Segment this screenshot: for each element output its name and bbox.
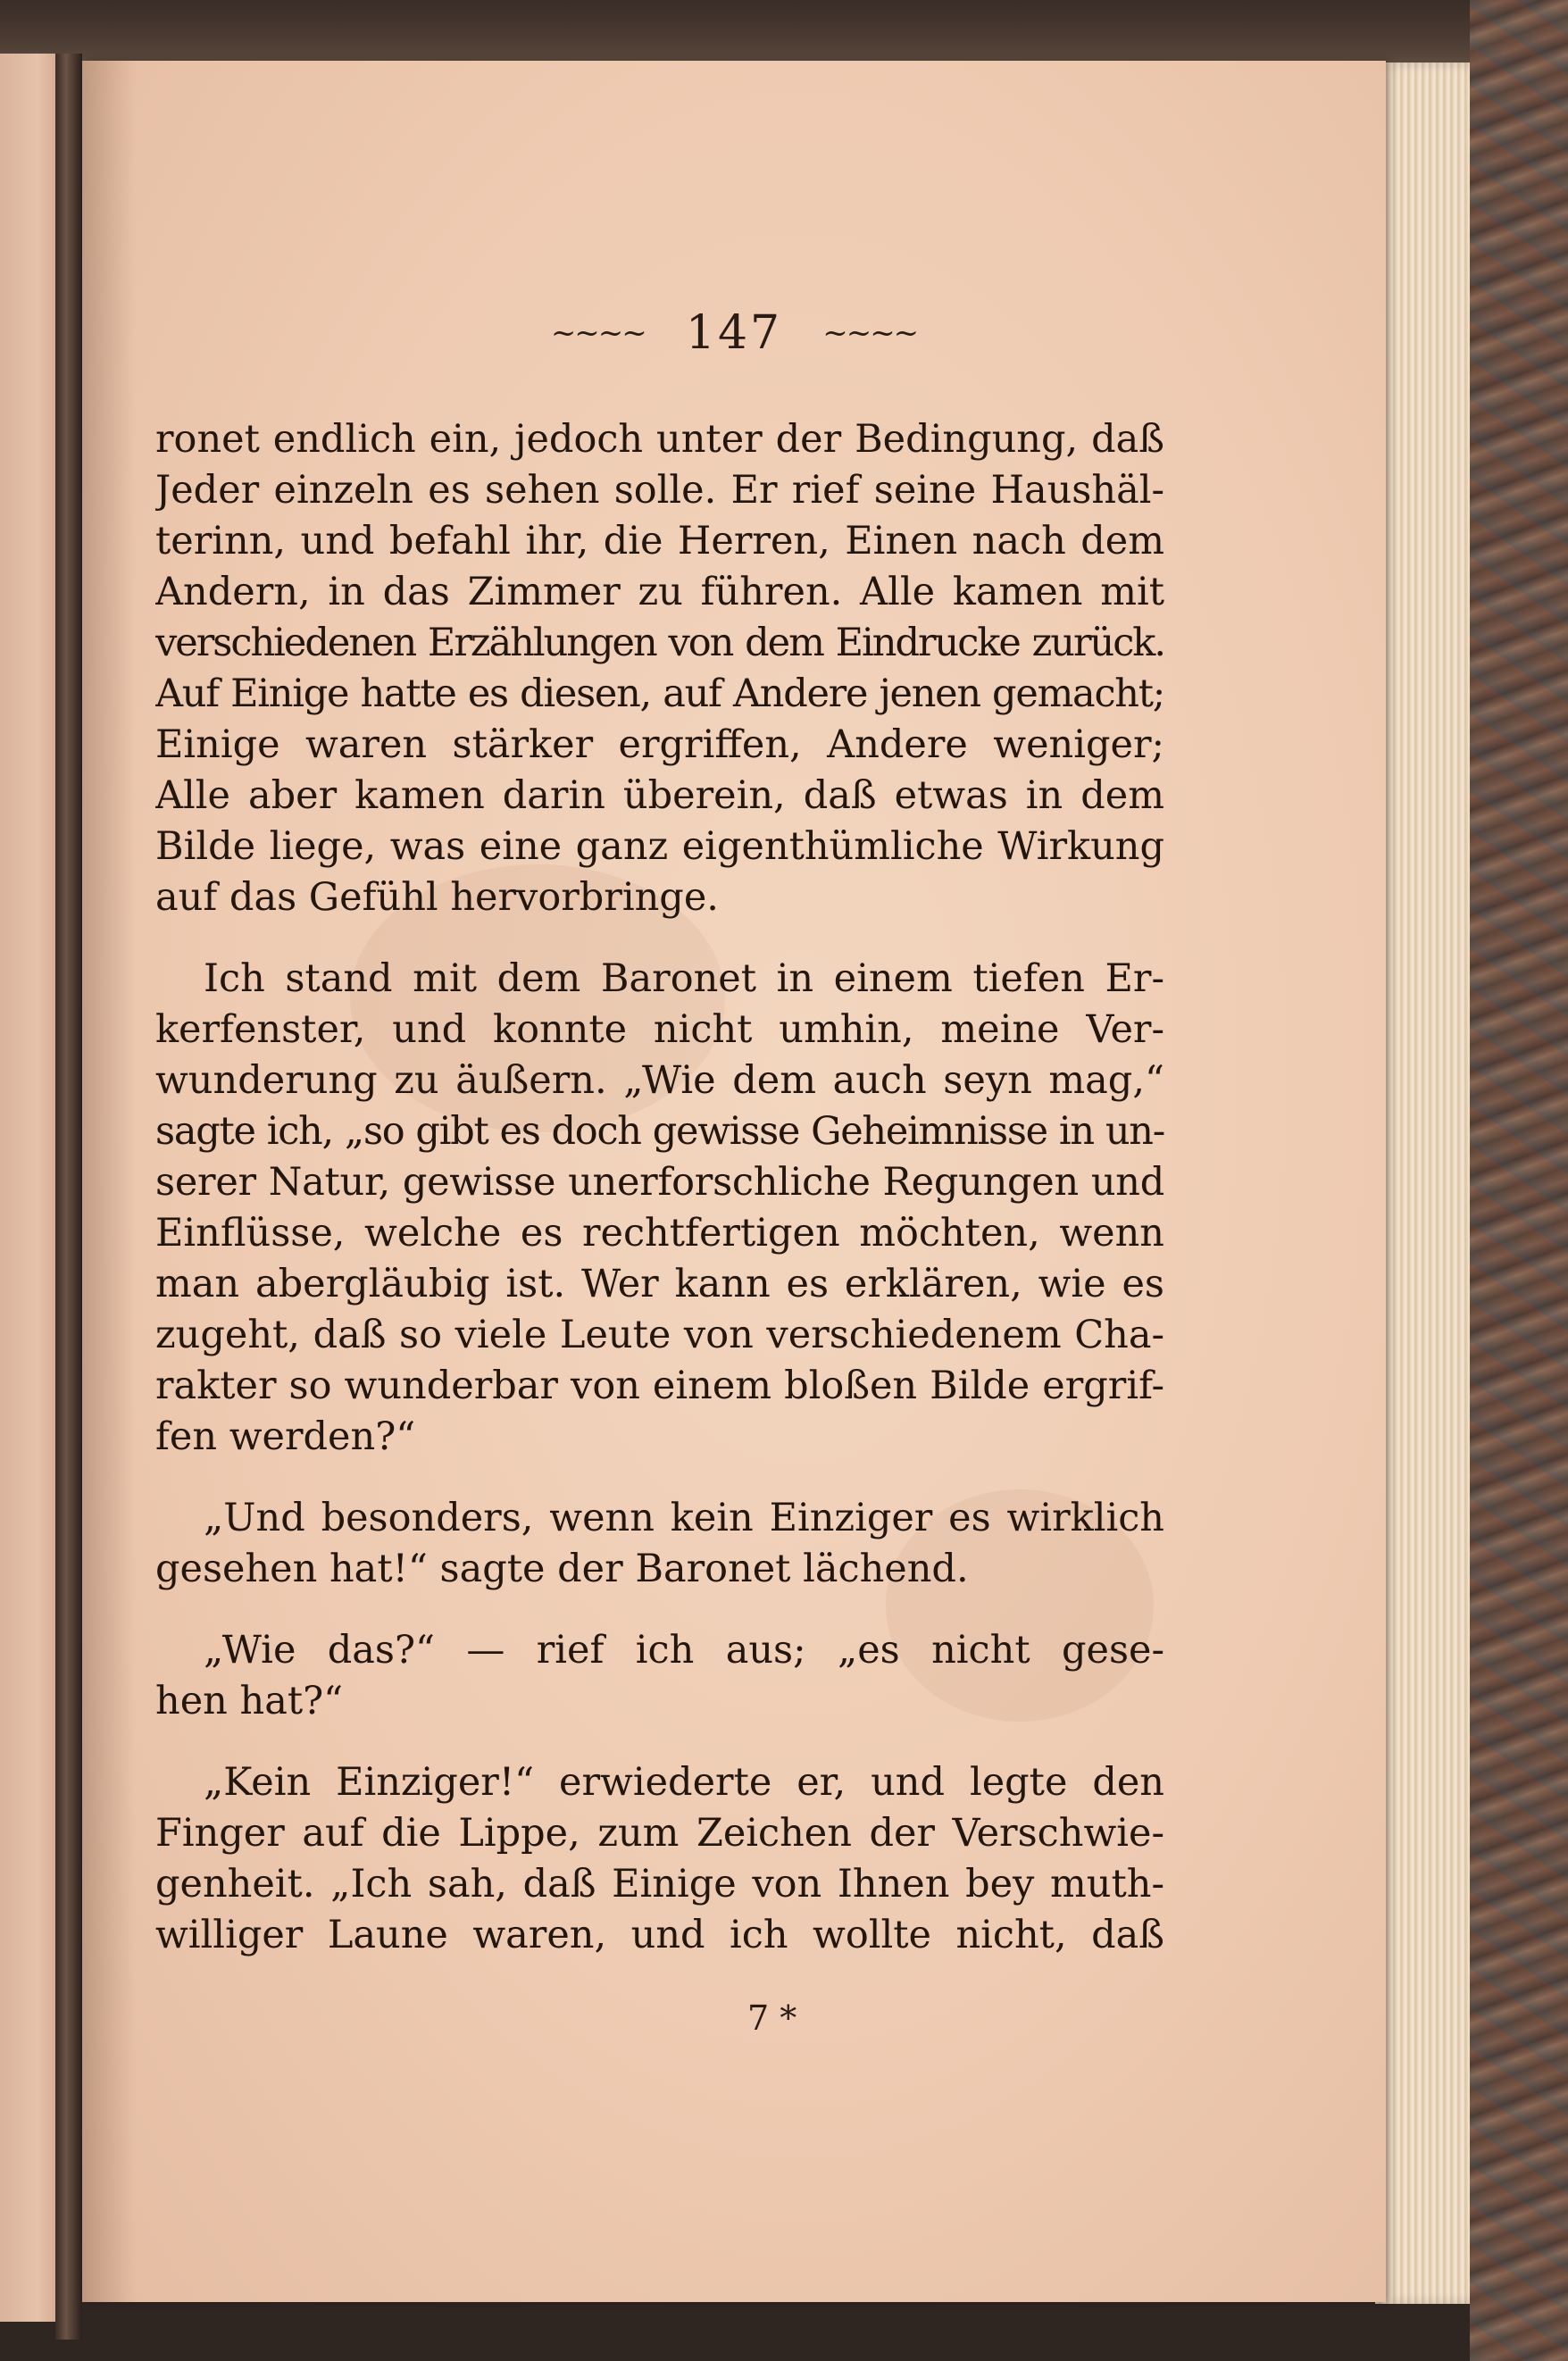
page-edges-stack xyxy=(1375,63,1473,2304)
text-line: Ich stand mit dem Baronet in einem tiefen Er- xyxy=(204,956,1164,1001)
text-line: kerfenster, und konnte nicht umhin, meine Ver- xyxy=(155,1007,1164,1052)
text-line: „Kein Einziger!“ erwiederte er, und legte den xyxy=(204,1760,1164,1805)
running-head xyxy=(82,306,1386,360)
paragraph-gap xyxy=(155,923,1164,954)
text-line: Jeder einzeln es sehen solle. Er rief seine Haushäl- xyxy=(155,468,1164,513)
book-binding-top xyxy=(0,0,1568,63)
text-line: Alle aber kamen darin überein, daß etwas in dem xyxy=(155,773,1164,818)
text-line: hen hat?“ xyxy=(155,1679,344,1723)
text-line: fen werden?“ xyxy=(155,1414,416,1459)
text-line: Auf Einige hatte es diesen, auf Andere jenen gemacht; xyxy=(155,672,1164,716)
text-line: auf das Gefühl hervorbringe. xyxy=(155,875,719,920)
right-ornament: ~~~~ xyxy=(822,315,918,351)
text-line: wunderung zu äußern. „Wie dem auch seyn mag,“ xyxy=(155,1058,1164,1103)
text-line: Finger auf die Lippe, zum Zeichen der Verschwie- xyxy=(155,1811,1164,1856)
paragraph-gap xyxy=(155,1595,1164,1625)
page-number: 147 xyxy=(685,306,783,360)
text-line: zugeht, daß so viele Leute von verschiedenem Cha- xyxy=(155,1313,1164,1357)
paragraph-gap xyxy=(155,1727,1164,1757)
left-ornament: ~~~~ xyxy=(550,315,646,351)
text-line: man abergläubig ist. Wer kann es erklären, wie es xyxy=(155,1262,1164,1306)
text-line: „Wie das?“ — rief ich aus; „es nicht gese- xyxy=(204,1628,1164,1673)
paragraph-gap xyxy=(155,1463,1164,1493)
text-line: Einige waren stärker ergriffen, Andere weniger; xyxy=(155,722,1164,767)
signature-mark: 7 * xyxy=(747,1998,797,2038)
text-line: sagte ich, „so gibt es doch gewisse Geheimnisse in un- xyxy=(155,1109,1164,1154)
text-line: Einflüsse, welche es rechtfertigen möchten, wenn xyxy=(155,1211,1164,1256)
text-line: Bilde liege, was eine ganz eigenthümliche Wirkung xyxy=(155,824,1164,869)
text-line: gesehen hat!“ sagte der Baronet lächend. xyxy=(155,1547,969,1591)
text-line: terinn, und befahl ihr, die Herren, Einen nach dem xyxy=(155,519,1164,563)
text-line: Andern, in das Zimmer zu führen. Alle kamen mit xyxy=(155,570,1164,614)
body-text xyxy=(155,414,1164,1961)
text-line: williger Laune waren, und ich wollte nicht, daß xyxy=(155,1913,1164,1957)
text-line: serer Natur, gewisse unerforschliche Regungen und xyxy=(155,1160,1164,1205)
text-line: genheit. „Ich sah, daß Einige von Ihnen bey muth- xyxy=(155,1862,1164,1906)
book-gutter xyxy=(55,54,82,2340)
previous-page-edge xyxy=(0,54,63,2322)
text-line: „Und besonders, wenn kein Einziger es wirklich xyxy=(204,1496,1164,1540)
text-line: ronet endlich ein, jedoch unter der Bedingung, daß xyxy=(155,417,1164,462)
marbled-cover-edge xyxy=(1470,0,1568,2361)
text-line: verschiedenen Erzählungen von dem Eindrucke zurück. xyxy=(155,621,1164,665)
text-line: rakter so wunderbar von einem bloßen Bilde ergrif- xyxy=(155,1364,1164,1408)
book-page xyxy=(82,61,1386,2302)
